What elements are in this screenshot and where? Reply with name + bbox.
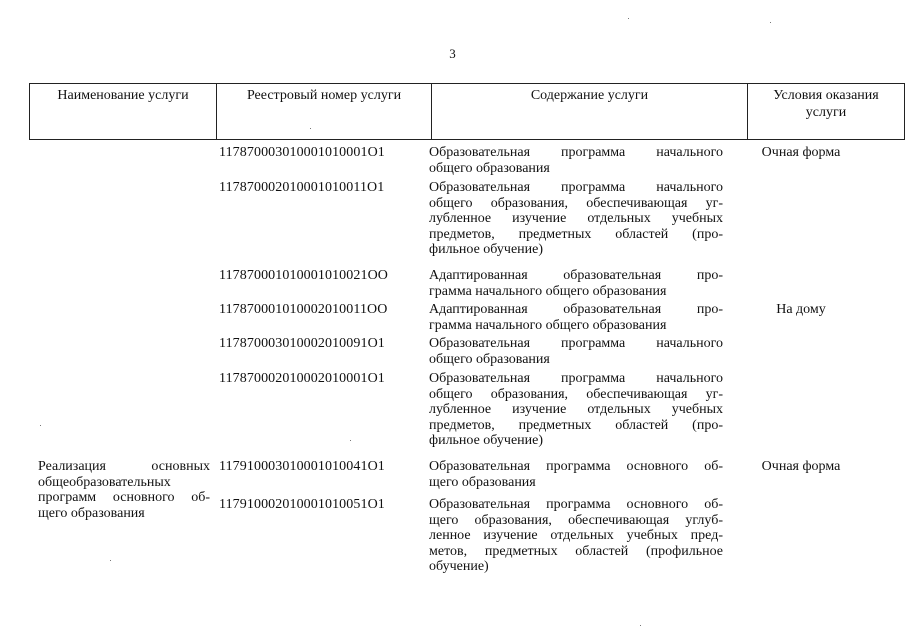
content-line: метов, предметных областей (профильное xyxy=(429,543,723,559)
header-service-name: Наименование услуги xyxy=(30,84,217,140)
content-line: общего образования xyxy=(429,160,550,176)
content-line: Образовательная программа начального xyxy=(429,371,723,386)
content-line: фильное обучение) xyxy=(429,242,544,258)
name-line: общеобразовательных xyxy=(38,474,171,490)
scan-speck xyxy=(640,625,641,626)
content-line: щего образования xyxy=(429,474,536,490)
name-line: программ основного об- xyxy=(38,490,210,506)
service-content xyxy=(429,371,723,449)
content-line: общего образования, обеспечивающая уг- xyxy=(429,386,723,402)
header-service-content: Содержание услуги xyxy=(432,84,748,140)
header-service-conditions: Условия оказания услуги xyxy=(748,84,905,140)
service-condition: На дому xyxy=(776,302,826,317)
content-line: Образовательная программа начального xyxy=(429,336,723,351)
content-line: обучение) xyxy=(429,559,489,575)
content-line: Образовательная программа начального xyxy=(429,180,723,195)
content-line: лубленное изучение отдельных учебных xyxy=(429,211,723,227)
registry-number: 117870002010001010011О1 xyxy=(219,180,385,195)
content-line: общего образования xyxy=(429,351,550,367)
scan-speck xyxy=(310,128,311,129)
content-line: Адаптированная образовательная про- xyxy=(429,268,723,283)
service-content xyxy=(429,268,723,299)
header-registry-number: Реестровый номер услуги xyxy=(217,84,432,140)
content-line: фильное обучение) xyxy=(429,433,544,449)
content-line: лубленное изучение отдельных учебных xyxy=(429,402,723,418)
scan-speck xyxy=(770,22,771,23)
registry-number: 117910003010001010041О1 xyxy=(219,459,385,474)
content-line: предметов, предметных областей (про- xyxy=(429,226,723,242)
registry-number: 117870003010002010091О1 xyxy=(219,336,385,351)
service-content xyxy=(429,180,723,258)
registry-number: 117870001010001010021ОО xyxy=(219,268,389,283)
name-line: Реализация основных xyxy=(38,459,210,474)
registry-number: 117870002010002010001О1 xyxy=(219,371,385,386)
service-content xyxy=(429,459,723,490)
content-line: общего образования, обеспечивающая уг- xyxy=(429,195,723,211)
service-condition: Очная форма xyxy=(761,145,841,160)
name-line: щего образования xyxy=(38,505,145,521)
page-number: 3 xyxy=(449,46,456,61)
content-line: щего образования, обеспечивающая углуб- xyxy=(429,512,723,528)
service-content xyxy=(429,336,723,367)
registry-number: 117910002010001010051О1 xyxy=(219,497,385,512)
content-line: предметов, предметных областей (про- xyxy=(429,417,723,433)
registry-number: 117870003010001010001О1 xyxy=(219,145,385,160)
content-line: грамма начального общего образования xyxy=(429,317,667,333)
service-content xyxy=(429,497,723,575)
content-line: грамма начального общего образования xyxy=(429,283,667,299)
content-line: ленное изучение отдельных учебных пред- xyxy=(429,528,723,544)
service-content xyxy=(429,302,723,333)
service-content xyxy=(429,145,723,176)
scan-speck xyxy=(350,440,351,441)
content-line: Образовательная программа начального xyxy=(429,145,723,160)
content-line: Адаптированная образовательная про- xyxy=(429,302,723,317)
content-line: Образовательная программа основного об- xyxy=(429,497,723,512)
services-table-header xyxy=(29,83,905,140)
registry-number: 117870001010002010011ОО xyxy=(219,302,388,317)
service-name xyxy=(38,459,210,521)
service-condition: Очная форма xyxy=(761,459,841,474)
scan-speck xyxy=(110,560,111,561)
scan-speck xyxy=(628,18,629,19)
content-line: Образовательная программа основного об- xyxy=(429,459,723,474)
scan-speck xyxy=(40,425,41,426)
